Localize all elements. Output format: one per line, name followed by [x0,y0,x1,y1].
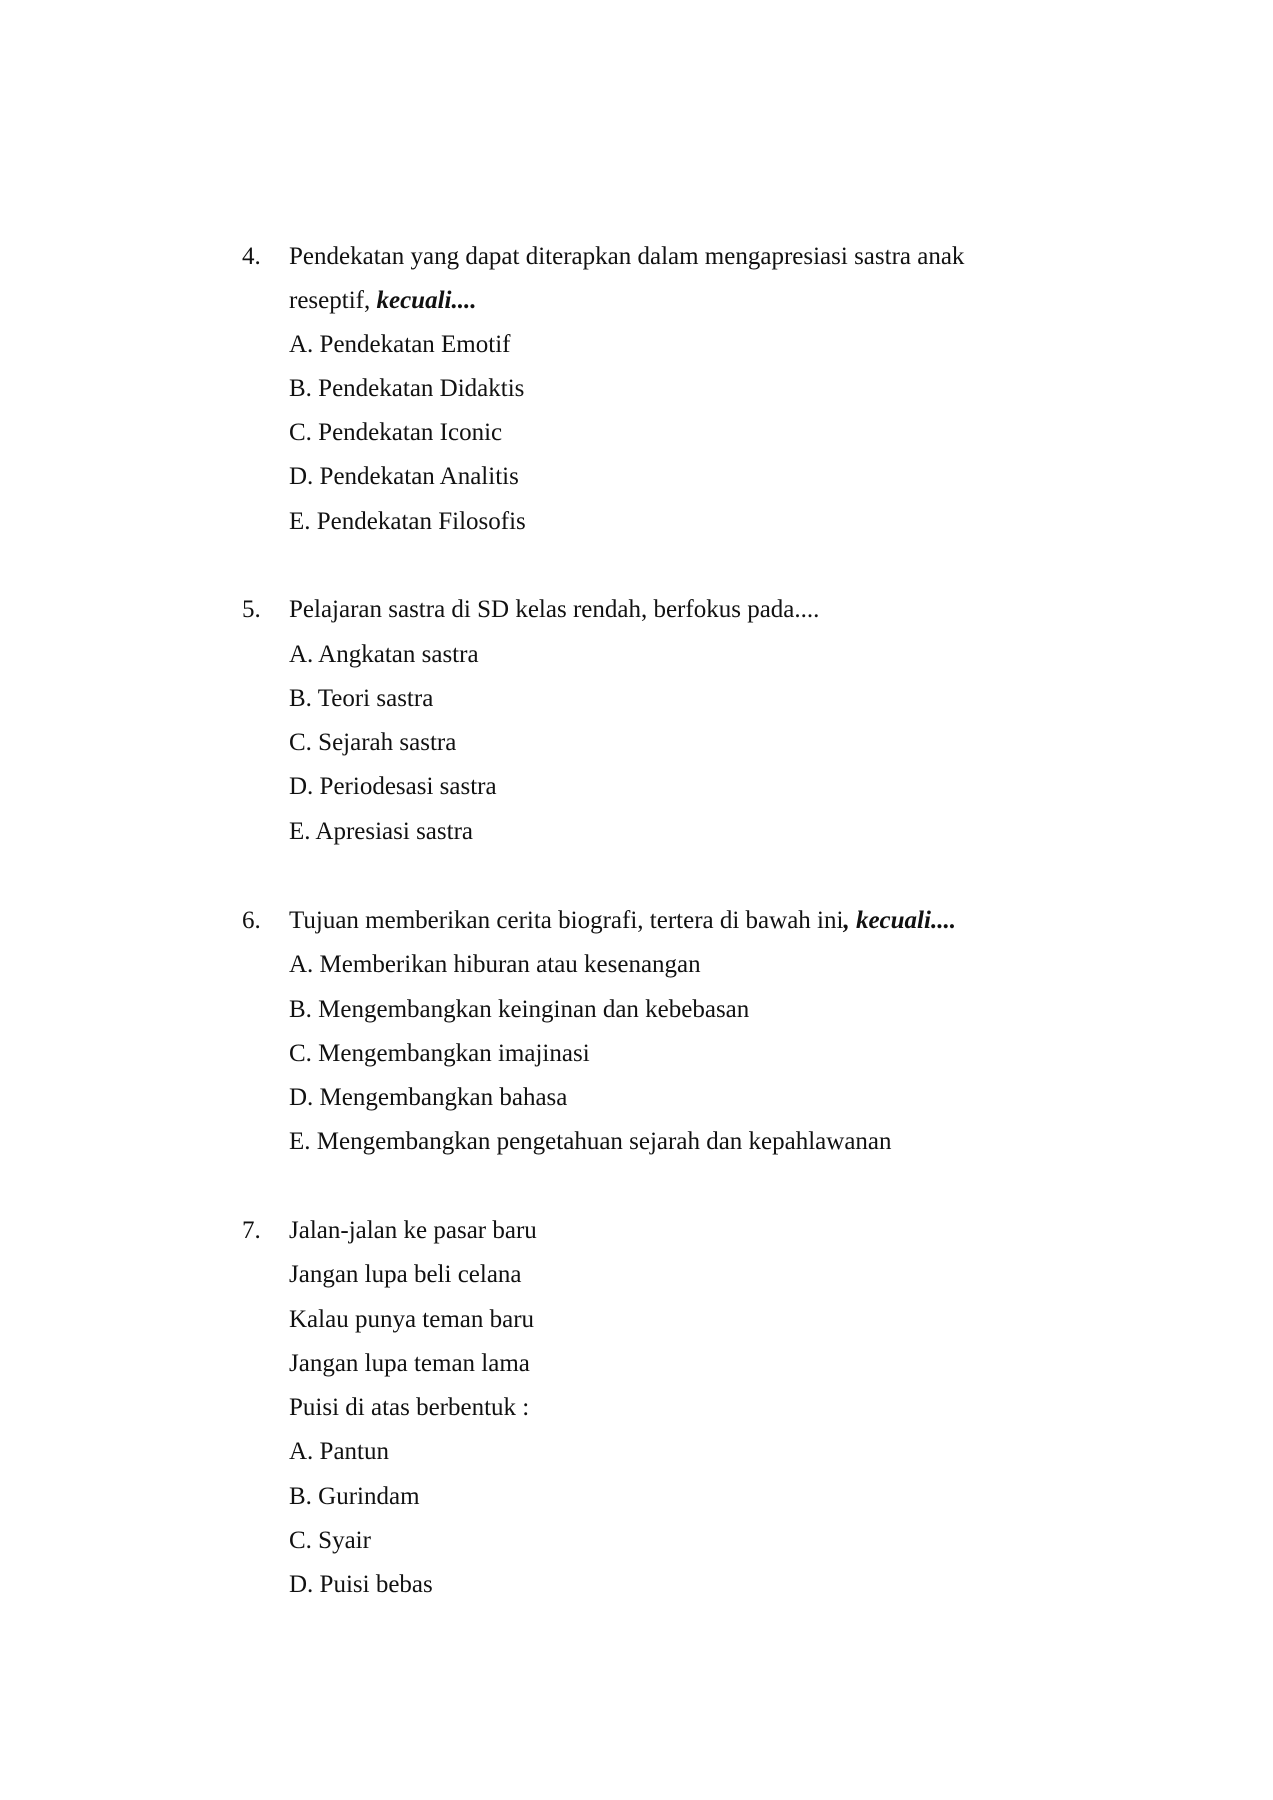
option: C. Sejarah sastra [289,729,457,756]
question-stem: Puisi di atas berbentuk : [289,1394,530,1421]
option: E. Apresiasi sastra [289,818,473,845]
question-stem-line2 [289,286,476,316]
question-number: 5. [242,596,261,623]
stem-emphasis: , kecuali.... [843,907,956,934]
option: B. Teori sastra [289,685,434,712]
option: D. Periodesasi sastra [289,773,497,800]
poem-line: Jalan-jalan ke pasar baru [289,1217,537,1244]
option: E. Mengembangkan pengetahuan sejarah dan kepahlawanan [289,1128,892,1155]
option: D. Mengembangkan bahasa [289,1084,568,1111]
option: A. Pantun [289,1438,389,1465]
question-number: 6. [242,907,261,934]
option: C. Pendekatan Iconic [289,419,503,446]
option: A. Memberikan hiburan atau kesenangan [289,951,701,978]
poem-line: Jangan lupa beli celana [289,1261,522,1288]
option: C. Syair [289,1527,371,1554]
option: A. Pendekatan Emotif [289,331,511,358]
option: D. Pendekatan Analitis [289,463,519,490]
option: B. Pendekatan Didaktis [289,375,525,402]
stem-emphasis: kecuali.... [376,287,477,314]
option: B. Gurindam [289,1483,420,1510]
question-stem: Pelajaran sastra di SD kelas rendah, berfokus pada.... [289,596,820,623]
question-stem: Pendekatan yang dapat diterapkan dalam mengapresiasi sastra anak [289,243,965,270]
stem-prefix: reseptif, [289,287,377,314]
question-number: 4. [242,243,261,270]
poem-line: Kalau punya teman baru [289,1306,535,1333]
question-stem [289,906,956,936]
stem-prefix: Tujuan memberikan cerita biografi, tertera di bawah ini [289,907,844,934]
question-number: 7. [242,1217,261,1244]
option: D. Puisi bebas [289,1571,433,1598]
option: E. Pendekatan Filosofis [289,508,526,535]
option: B. Mengembangkan keinginan dan kebebasan [289,996,750,1023]
option: A. Angkatan sastra [289,641,479,668]
poem-line: Jangan lupa teman lama [289,1350,530,1377]
option: C. Mengembangkan imajinasi [289,1040,590,1067]
